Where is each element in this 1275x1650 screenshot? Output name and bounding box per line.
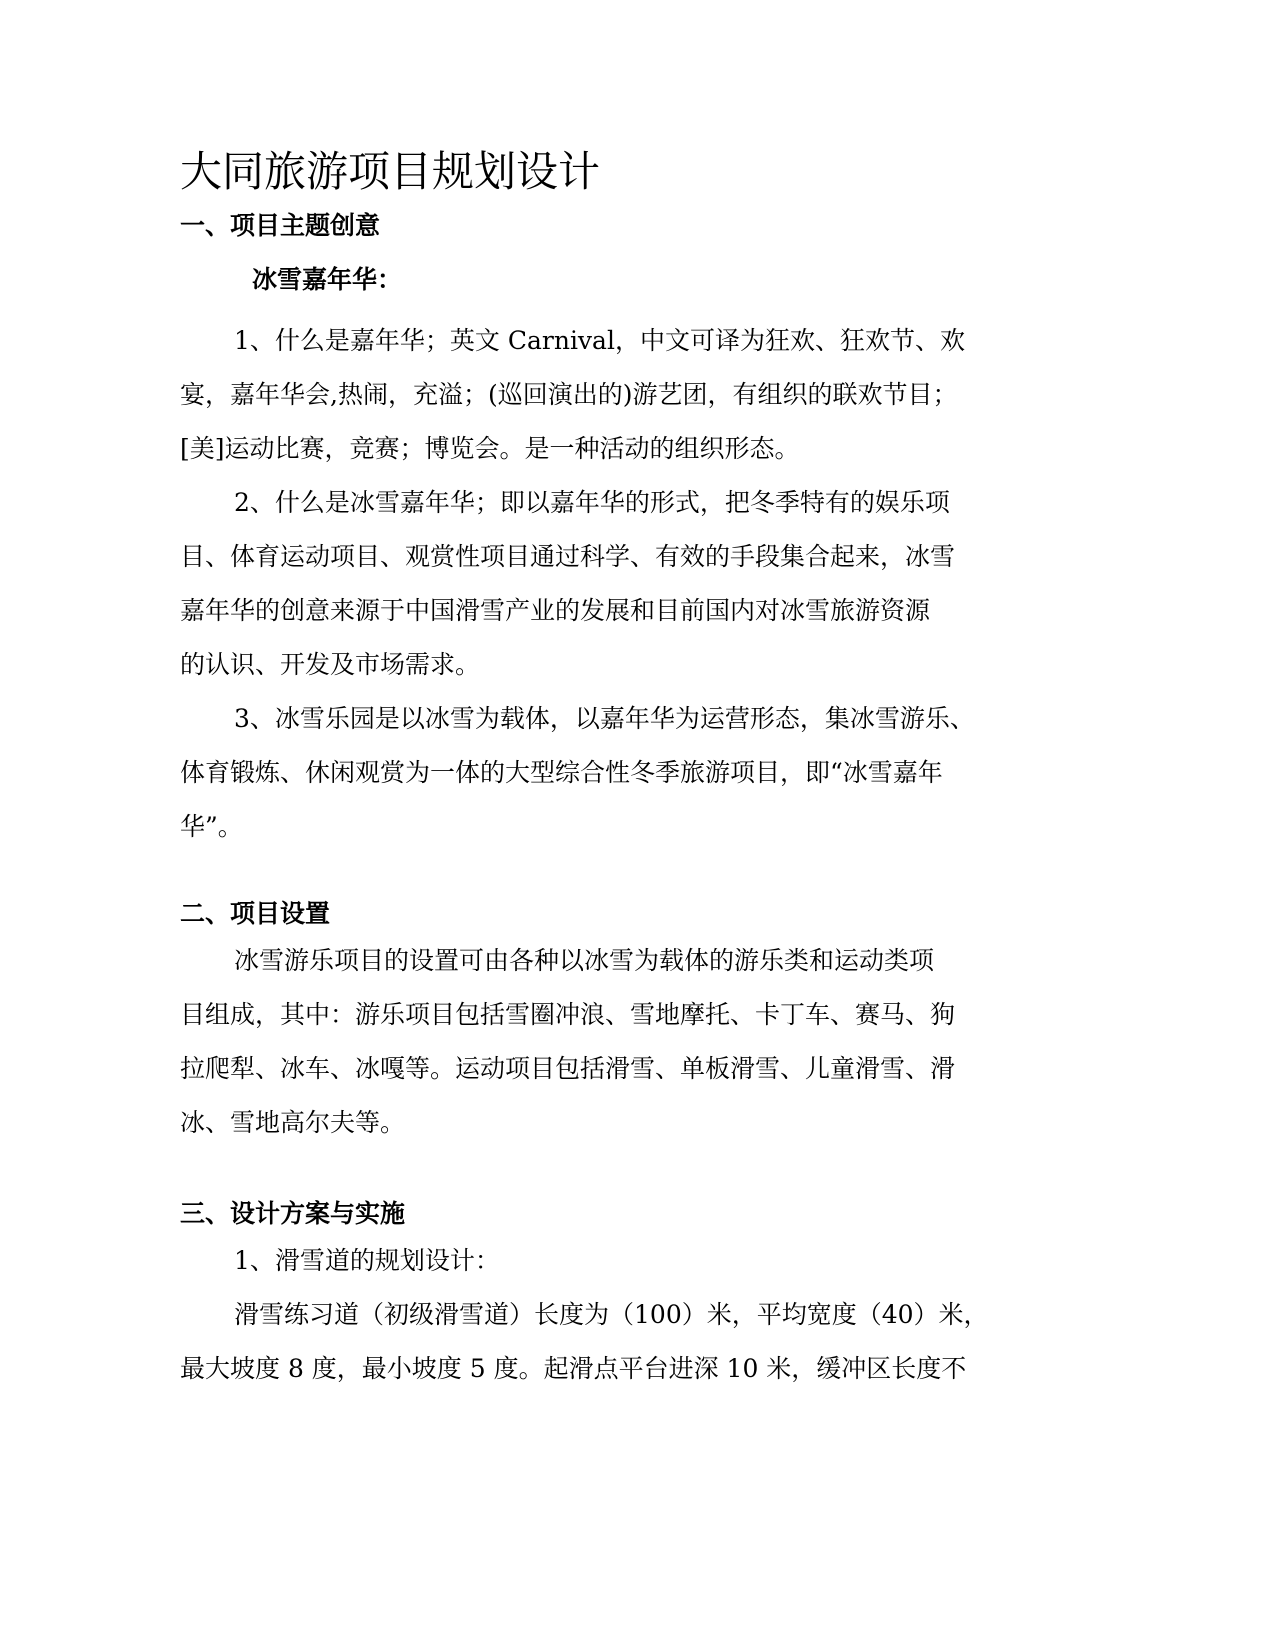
- text-line: 2、什么是冰雪嘉年华；即以嘉年华的形式，把冬季特有的娱乐项: [234, 488, 950, 517]
- paragraph-ski-slope-heading: [180, 1234, 1035, 1288]
- section-heading-2: 二、项目设置: [180, 899, 331, 928]
- text-line: 目、体育运动项目、观赏性项目通过科学、有效的手段集合起来，冰雪: [180, 542, 956, 571]
- text-line: 冰雪游乐项目的设置可由各种以冰雪为载体的游乐类和运动类项: [234, 946, 935, 975]
- document-page: [180, 140, 1035, 1396]
- paragraph-carnival-definition: [180, 314, 1035, 476]
- section-heading-1: 一、项目主题创意: [180, 211, 381, 240]
- text-line: 宴，嘉年华会,热闹，充溢；(巡回演出的)游艺团，有组织的联欢节目；: [180, 380, 958, 409]
- paragraph-ski-slope-details: [180, 1288, 1035, 1396]
- section-spacer: [180, 854, 1035, 894]
- text-line: 体育锻炼、休闲观赏为一体的大型综合性冬季旅游项目，即“冰雪嘉年: [180, 758, 943, 787]
- paragraph-ice-park: [180, 692, 1035, 854]
- section-heading-3: 三、设计方案与实施: [180, 1199, 406, 1228]
- text-line: 滑雪练习道（初级滑雪道）长度为（100）米，平均宽度（40）米，: [234, 1300, 989, 1329]
- paragraph-project-settings: [180, 934, 1035, 1150]
- text-line: 1、滑雪道的规划设计：: [234, 1246, 500, 1275]
- paragraph-ice-carnival-definition: [180, 476, 1035, 692]
- text-line: 拉爬犁、冰车、冰嘎等。运动项目包括滑雪、单板滑雪、儿童滑雪、滑: [180, 1054, 956, 1083]
- text-line: 目组成，其中：游乐项目包括雪圈冲浪、雪地摩托、卡丁车、赛马、狗: [180, 1000, 956, 1029]
- section-spacer: [180, 1150, 1035, 1194]
- text-line: 最大坡度 8 度，最小坡度 5 度。起滑点平台进深 10 米，缓冲区长度不: [180, 1354, 967, 1383]
- text-line: [美]运动比赛，竞赛；博览会。是一种活动的组织形态。: [180, 434, 800, 463]
- text-line: 3、冰雪乐园是以冰雪为载体，以嘉年华为运营形态，集冰雪游乐、: [234, 704, 975, 733]
- text-line: 冰、雪地高尔夫等。: [180, 1108, 406, 1137]
- text-line: 的认识、开发及市场需求。: [180, 650, 481, 679]
- document-title: 大同旅游项目规划设计: [180, 147, 601, 196]
- text-line: 华”。: [180, 812, 243, 841]
- text-line: 1、什么是嘉年华；英文 Carnival，中文可译为狂欢、狂欢节、欢: [234, 326, 965, 355]
- text-line: 嘉年华的创意来源于中国滑雪产业的发展和目前国内对冰雪旅游资源: [180, 596, 931, 625]
- subheading-ice-carnival: 冰雪嘉年华：: [252, 265, 403, 294]
